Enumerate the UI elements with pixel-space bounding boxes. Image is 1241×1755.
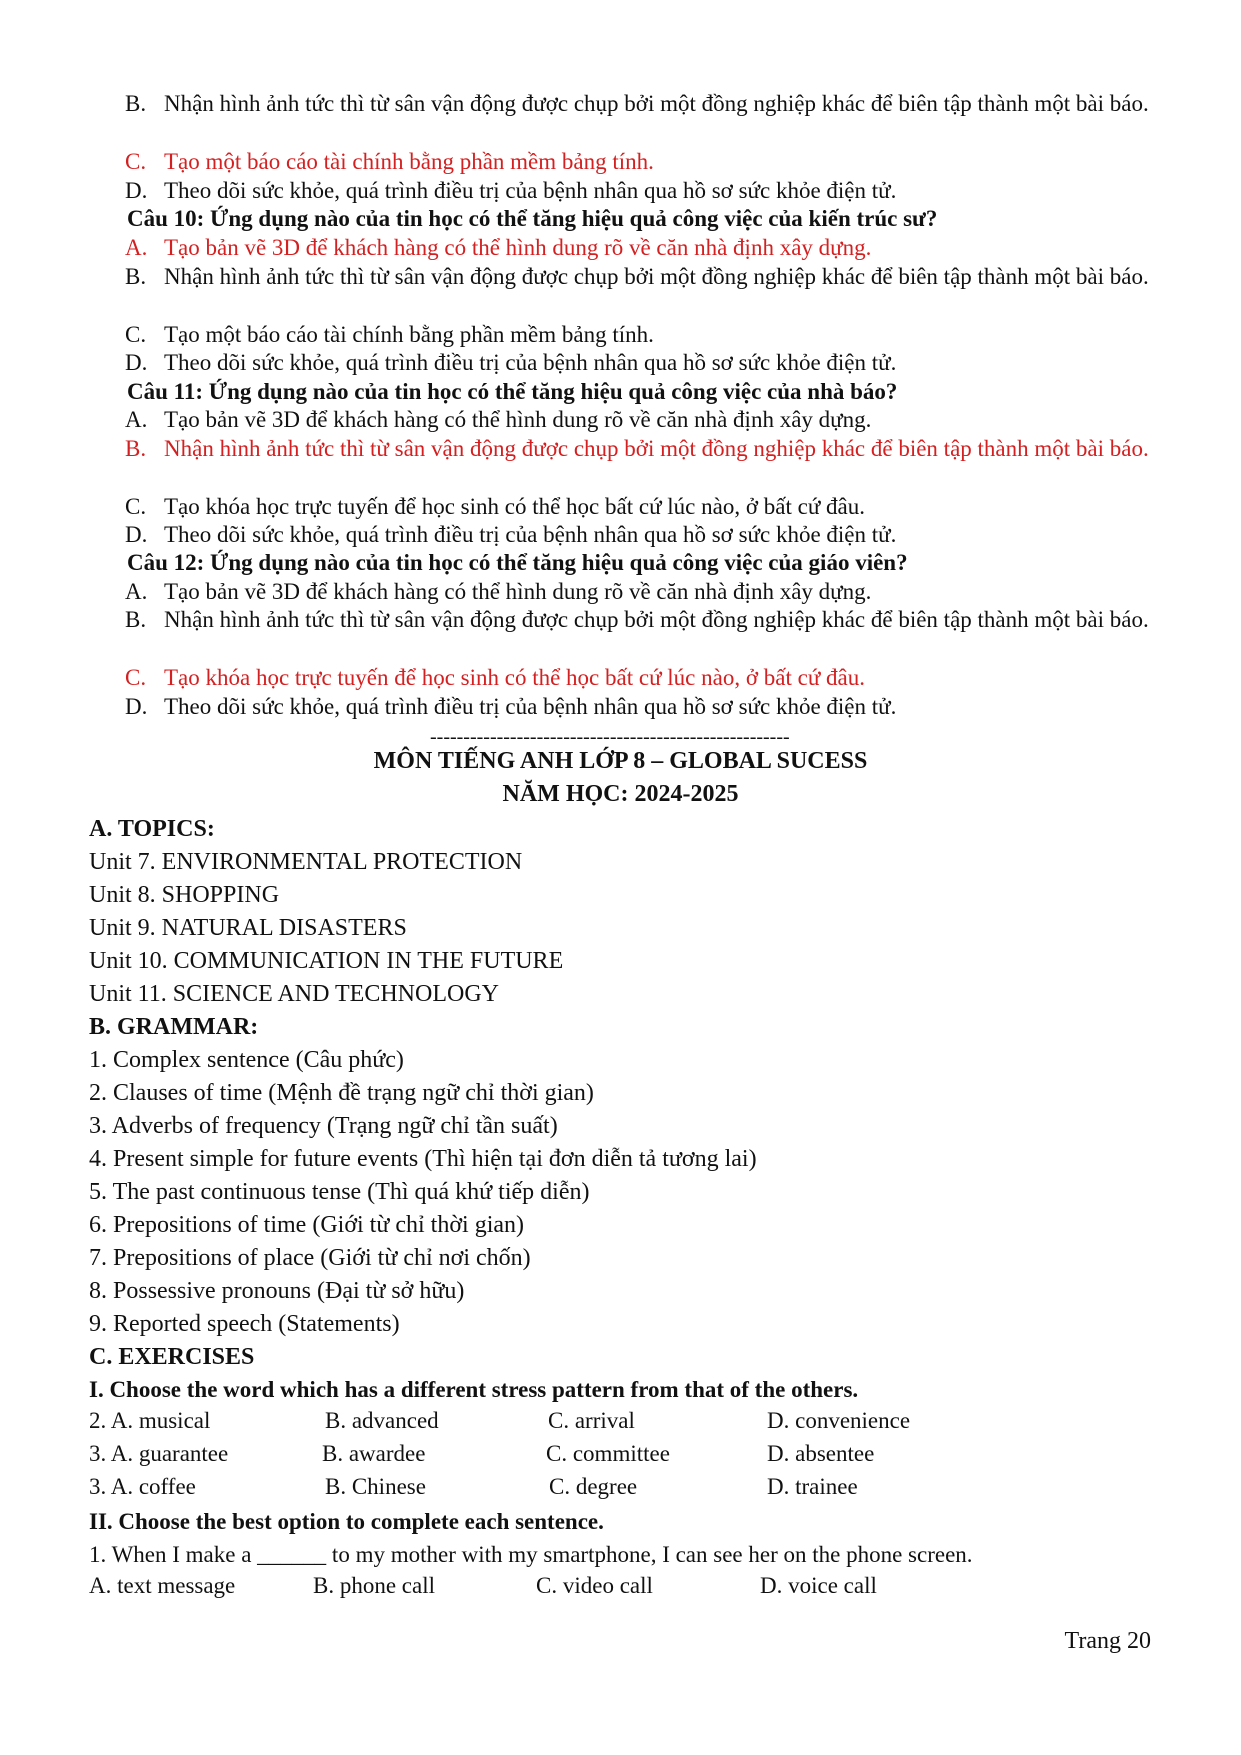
q9-option-d: D. Theo dõi sức khỏe, quá trình điều trị của bệnh nhân qua hồ sơ sức khỏe điện tử. xyxy=(125,178,897,203)
q11-option-c: C. Tạo khóa học trực tuyến để học sinh có thể học bất cứ lúc nào, ở bất cứ đâu. xyxy=(125,494,865,519)
part1-row2-c: C. committee xyxy=(546,1441,670,1466)
q12-option-d: D. Theo dõi sức khỏe, quá trình điều trị của bệnh nhân qua hồ sơ sức khỏe điện tử. xyxy=(125,694,897,719)
topic-item: Unit 7. ENVIRONMENTAL PROTECTION xyxy=(89,849,523,875)
part1-row2-b: B. awardee xyxy=(322,1441,426,1466)
grammar-item: 3. Adverbs of frequency (Trạng ngữ chỉ tần suất) xyxy=(89,1113,558,1139)
grammar-item: 5. The past continuous tense (Thì quá khứ tiếp diễn) xyxy=(89,1179,590,1205)
part1-row3-d: D. trainee xyxy=(767,1474,858,1499)
page-number: Trang 20 xyxy=(1064,1628,1151,1654)
question-12: Câu 12: Ứng dụng nào của tin học có thể tăng hiệu quả công việc của giáo viên? xyxy=(127,550,908,575)
part1-row1-c: C. arrival xyxy=(548,1408,635,1433)
q11-option-b-answer: B. Nhận hình ảnh tức thì từ sân vận động được chụp bởi một đồng nghiệp khác để biên tập thành một bài báo. xyxy=(125,436,1149,461)
grammar-item: 7. Prepositions of place (Giới từ chỉ nơi chốn) xyxy=(89,1245,531,1271)
part1-row3-c: C. degree xyxy=(549,1474,638,1499)
question-11: Câu 11: Ứng dụng nào của tin học có thể tăng hiệu quả công việc của nhà báo? xyxy=(127,379,898,404)
grammar-item: 4. Present simple for future events (Thì hiện tại đơn diễn tả tương lai) xyxy=(89,1146,757,1172)
grammar-item: 1. Complex sentence (Câu phức) xyxy=(89,1047,404,1073)
part2-question-1: 1. When I make a ______ to my mother with my smartphone, I can see her on the phone screen. xyxy=(89,1542,973,1567)
part1-row2-a: 3. A. guarantee xyxy=(89,1441,229,1466)
part1-row3-a: 3. A. coffee xyxy=(89,1474,196,1499)
grammar-heading: B. GRAMMAR: xyxy=(89,1014,259,1040)
part2-q1-option-d: D. voice call xyxy=(760,1573,877,1598)
q11-option-d: D. Theo dõi sức khỏe, quá trình điều trị của bệnh nhân qua hồ sơ sức khỏe điện tử. xyxy=(125,522,897,547)
q12-option-b: B. Nhận hình ảnh tức thì từ sân vận động được chụp bởi một đồng nghiệp khác để biên tập thành một bài báo. xyxy=(125,607,1149,632)
part1-row1-a: 2. A. musical xyxy=(89,1408,211,1433)
topic-item: Unit 11. SCIENCE AND TECHNOLOGY xyxy=(89,981,500,1007)
q9-option-c-answer: C. Tạo một báo cáo tài chính bằng phần mềm bảng tính. xyxy=(125,149,654,174)
q9-option-b: B. Nhận hình ảnh tức thì từ sân vận động được chụp bởi một đồng nghiệp khác để biên tập thành một bài báo. xyxy=(125,91,1149,116)
q10-option-b: B. Nhận hình ảnh tức thì từ sân vận động được chụp bởi một đồng nghiệp khác để biên tập thành một bài báo. xyxy=(125,264,1149,289)
topics-heading: A. TOPICS: xyxy=(89,816,215,842)
part1-heading: I. Choose the word which has a different stress pattern from that of the others. xyxy=(89,1377,859,1402)
part2-q1-option-c: C. video call xyxy=(536,1573,653,1598)
topic-item: Unit 9. NATURAL DISASTERS xyxy=(89,915,407,941)
part1-row2-d: D. absentee xyxy=(767,1441,875,1466)
part1-row1-b: B. advanced xyxy=(325,1408,439,1433)
section-separator: ------------------------------------------------------ xyxy=(430,726,790,748)
part2-heading: II. Choose the best option to complete each sentence. xyxy=(89,1509,604,1534)
grammar-item: 6. Prepositions of time (Giới từ chỉ thời gian) xyxy=(89,1212,525,1238)
part2-q1-option-a: A. text message xyxy=(89,1573,236,1598)
grammar-item: 9. Reported speech (Statements) xyxy=(89,1311,400,1337)
exercises-heading: C. EXERCISES xyxy=(89,1344,255,1370)
part1-row1-d: D. convenience xyxy=(767,1408,911,1433)
topic-item: Unit 10. COMMUNICATION IN THE FUTURE xyxy=(89,948,564,974)
q11-option-a: A. Tạo bản vẽ 3D để khách hàng có thể hình dung rõ về căn nhà định xây dựng. xyxy=(125,407,872,432)
q10-option-d: D. Theo dõi sức khỏe, quá trình điều trị của bệnh nhân qua hồ sơ sức khỏe điện tử. xyxy=(125,350,897,375)
part2-q1-option-b: B. phone call xyxy=(313,1573,435,1598)
school-year: NĂM HỌC: 2024-2025 xyxy=(502,781,739,807)
q12-option-a: A. Tạo bản vẽ 3D để khách hàng có thể hình dung rõ về căn nhà định xây dựng. xyxy=(125,579,872,604)
part1-row3-b: B. Chinese xyxy=(325,1474,426,1499)
q10-option-c: C. Tạo một báo cáo tài chính bằng phần mềm bảng tính. xyxy=(125,322,654,347)
q12-option-c-answer: C. Tạo khóa học trực tuyến để học sinh có thể học bất cứ lúc nào, ở bất cứ đâu. xyxy=(125,665,865,690)
grammar-item: 8. Possessive pronouns (Đại từ sở hữu) xyxy=(89,1278,465,1304)
question-10: Câu 10: Ứng dụng nào của tin học có thể tăng hiệu quả công việc của kiến trúc sư? xyxy=(127,206,938,231)
grammar-item: 2. Clauses of time (Mệnh đề trạng ngữ chỉ thời gian) xyxy=(89,1080,594,1106)
q10-option-a-answer: A. Tạo bản vẽ 3D để khách hàng có thể hình dung rõ về căn nhà định xây dựng. xyxy=(125,235,872,260)
topic-item: Unit 8. SHOPPING xyxy=(89,882,280,908)
english-section-title: MÔN TIẾNG ANH LỚP 8 – GLOBAL SUCESS xyxy=(373,748,868,774)
